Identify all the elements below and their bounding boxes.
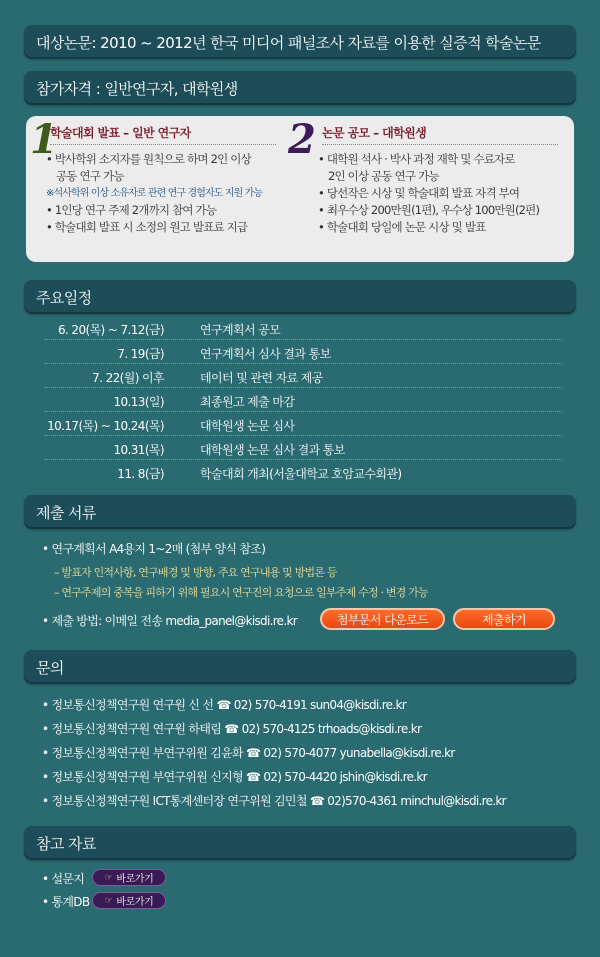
track-1-heading: 학술대회 발표 – 일반 연구자	[50, 124, 276, 145]
qualification-title: 참가자격 : 일반연구자, 대학원생	[36, 79, 238, 98]
schedule-title: 주요일정	[36, 288, 92, 307]
schedule-date: 10.17(목) ~ 10.24(목)	[47, 419, 164, 433]
schedule-task: 데이터 및 관련 자료 제공	[200, 371, 323, 385]
track-1-item: • 학술대회 발표 시 소정의 원고 발표료 지급	[46, 220, 248, 234]
documents-sub: – 발표자 인적사항, 연구배경 및 방향, 주요 연구내용 및 방법론 등	[54, 566, 337, 579]
schedule-date: 6. 20(목) ~ 7.12(금)	[57, 323, 164, 337]
schedule-date: 10.13(일)	[113, 395, 164, 409]
schedule-row	[44, 318, 562, 340]
contact-item: • 정보통신정책연구원 부연구위원 신지형 ☎ 02) 570-4420 jshin@kisdi.re.kr	[42, 770, 427, 784]
schedule-row	[44, 414, 562, 436]
survey-link-button[interactable]	[92, 869, 166, 886]
reference-statsdb-label: • 통계DB	[42, 895, 90, 909]
pointing-hand-icon: ☞	[104, 872, 113, 883]
schedule-row	[44, 342, 562, 364]
schedule-date: 7. 19(금)	[117, 347, 164, 361]
qualification-bar	[24, 71, 576, 105]
track-2-heading: 논문 공모 – 대학원생	[322, 124, 558, 145]
track-1-item: 공동 연구 가능	[56, 169, 124, 183]
track-2-number: 2	[288, 116, 316, 163]
submit-button[interactable]: 제출하기	[453, 608, 555, 630]
documents-bar	[24, 495, 576, 529]
schedule-date: 11. 8(금)	[117, 467, 164, 481]
schedule-row	[44, 438, 562, 460]
reference-title: 참고 자료	[36, 834, 96, 853]
contact-item: • 정보통신정책연구원 ICT통계센터장 연구위원 김민철 ☎ 02)570-4361 minchul@kisdi.re.kr	[42, 794, 506, 808]
track-1-list	[46, 151, 262, 236]
track-1-note: ※석사학위 이상 소유자로 관련 연구 경험자도 지원 가능	[46, 188, 263, 199]
track-1-number: 1	[30, 116, 58, 163]
reference-bar	[24, 826, 576, 860]
schedule-task: 최종원고 제출 마감	[200, 395, 295, 409]
schedule-row	[44, 390, 562, 412]
schedule-bar	[24, 280, 576, 314]
documents-main: • 연구계획서 A4용지 1~2매 (첨부 양식 참조)	[42, 542, 266, 556]
track-1-item: • 박사학위 소지자를 원칙으로 하며 2인 이상	[46, 152, 251, 166]
schedule-task: 학술대회 개최(서울대학교 호암교수회관)	[200, 467, 402, 481]
contact-item: • 정보통신정책연구원 연구원 신 선 ☎ 02) 570-4191 sun04@kisdi.re.kr	[42, 698, 406, 712]
track-1-item: • 1인당 연구 주제 2개까지 참여 가능	[46, 203, 217, 217]
contact-item: • 정보통신정책연구원 부연구위원 김윤화 ☎ 02) 570-4077 yunabella@kisdi.re.kr	[42, 746, 455, 760]
pointing-hand-icon: ☞	[104, 895, 113, 906]
schedule-task: 대학원생 논문 심사 결과 통보	[200, 443, 345, 457]
track-2-item: • 학술대회 당일에 논문 시상 및 발표	[318, 220, 486, 234]
schedule-task: 연구계획서 심사 결과 통보	[200, 347, 331, 361]
contact-bar	[24, 650, 576, 684]
track-2-item: 2인 이상 공동 연구 가능	[328, 169, 439, 183]
documents-method: • 제출 방법: 이메일 전송 media_panel@kisdi.re.kr	[42, 614, 297, 628]
target-text: 대상논문: 2010 ~ 2012년 한국 미디어 패널조사 자료를 이용한 실증적 학술논문	[36, 33, 541, 52]
statsdb-link-button[interactable]	[92, 892, 166, 909]
target-bar	[24, 25, 576, 59]
statsdb-link-label: 바로가기	[116, 897, 154, 908]
survey-link-label: 바로가기	[116, 874, 154, 885]
track-2-list	[318, 151, 539, 236]
schedule-task: 대학원생 논문 심사	[200, 419, 295, 433]
track-2-item: • 당선작은 시상 및 학술대회 발표 자격 부여	[318, 186, 520, 200]
schedule-date: 10.31(목)	[113, 443, 164, 457]
download-attachment-button[interactable]: 첨부문서 다운로드	[320, 608, 445, 630]
documents-sub: – 연구주제의 중복을 피하기 위해 필요시 연구진의 요청으로 일부주제 수정 · 변경 가능	[54, 586, 428, 599]
schedule-row	[44, 366, 562, 388]
schedule-task: 연구계획서 공모	[200, 323, 281, 337]
qualification-panel	[26, 116, 574, 262]
contact-title: 문의	[36, 658, 64, 677]
contact-item: • 정보통신정책연구원 연구원 하태림 ☎ 02) 570-4125 trhoads@kisdi.re.kr	[42, 722, 422, 736]
documents-title: 제출 서류	[36, 503, 96, 522]
schedule-date: 7. 22(월) 이후	[92, 371, 164, 385]
track-2-item: • 대학원 석사 · 박사 과정 재학 및 수료자로	[318, 152, 515, 166]
schedule-row	[44, 462, 562, 483]
reference-survey-label: • 설문지	[42, 872, 85, 886]
track-2-item: • 최우수상 200만원(1편), 우수상 100만원(2편)	[318, 203, 540, 217]
